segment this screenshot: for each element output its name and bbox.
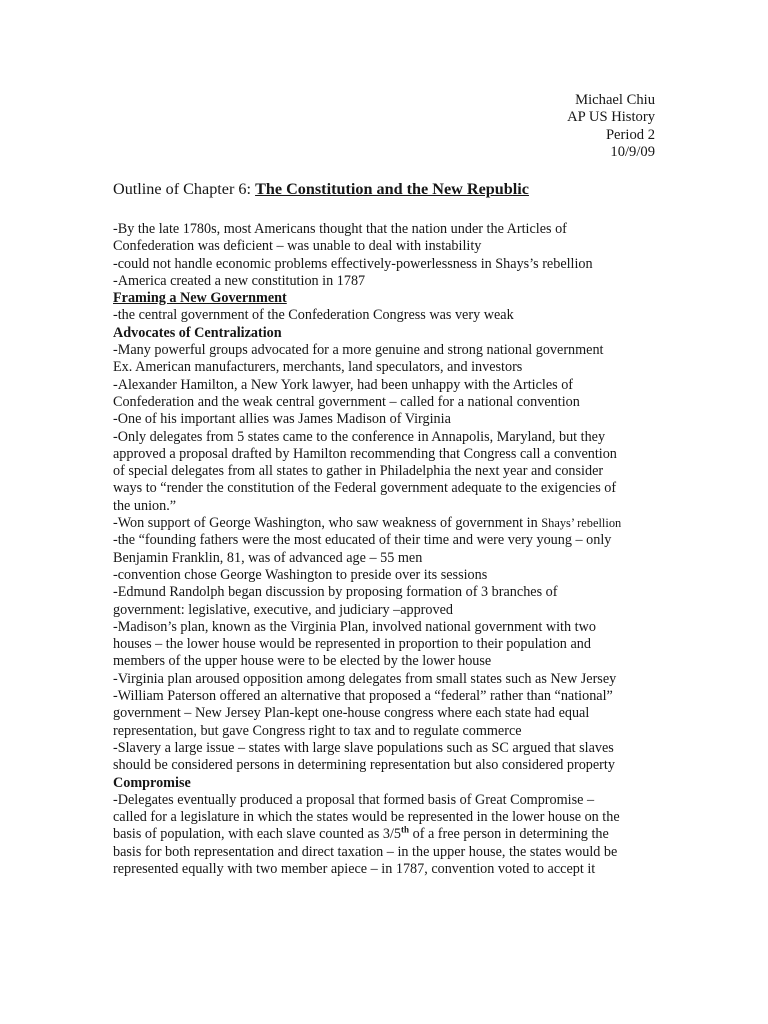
course-name: AP US History (567, 109, 655, 126)
text-line: -America created a new constitution in 1787 (113, 272, 366, 289)
text-line: represented equally with two member apiece – in 1787, convention voted to accept it (113, 860, 596, 877)
text-line: Benjamin Franklin, 81, was of advanced age – 55 men (113, 549, 423, 566)
document-date: 10/9/09 (610, 144, 655, 161)
text-segment: basis of population, with each slave counted as 3/5 (113, 826, 402, 843)
text-line: representation, but gave Congress right to tax and to regulate commerce (113, 722, 522, 739)
text-line: -Only delegates from 5 states came to the conference in Annapolis, Maryland, but they (113, 428, 606, 445)
text-line: houses – the lower house would be represented in proportion to their population and (113, 636, 591, 653)
text-line: ways to “render the constitution of the Federal government adequate to the exigencies of (113, 480, 617, 497)
text-line: Ex. American manufacturers, merchants, land speculators, and investors (113, 359, 523, 376)
text-segment: -Won support of George Washington, who saw weakness of government in (113, 515, 542, 532)
text-line: the union.” (113, 497, 177, 514)
text-line: -Edmund Randolph began discussion by proposing formation of 3 branches of (113, 584, 558, 601)
text-line: should be considered persons in determining representation but also considered property (113, 757, 615, 774)
text-segment-small: Shays’ rebellion (541, 516, 622, 531)
author-name: Michael Chiu (575, 92, 655, 108)
class-period: Period 2 (605, 126, 655, 143)
text-line: approved a proposal drafted by Hamilton recommending that Congress call a convention (113, 445, 617, 462)
text-line: Confederation was deficient – was unable to deal with instability (113, 238, 482, 255)
text-line: Confederation and the weak central government – called for a national convention (113, 393, 580, 410)
section-heading-centralization: Advocates of Centralization (113, 324, 282, 341)
text-line: basis for both representation and direct taxation – in the upper house, the states would be (113, 843, 618, 860)
title-prefix: Outline of Chapter 6: (113, 180, 256, 198)
text-line (113, 826, 673, 843)
page-title (113, 179, 529, 199)
text-line: -One of his important allies was James Madison of Virginia (113, 411, 451, 428)
text-line (113, 515, 673, 532)
section-heading-framing: Framing a New Government (113, 290, 287, 307)
outline-body (113, 221, 673, 878)
text-segment: of a free person in determining the (409, 826, 609, 843)
text-line: called for a legislature in which the states would be represented in the lower house on the (113, 809, 620, 826)
text-line: of special delegates from all states to gather in Philadelphia the next year and consider (113, 463, 604, 480)
text-line: government – New Jersey Plan-kept one-house congress where each state had equal (113, 705, 590, 722)
text-line: -By the late 1780s, most Americans thought that the nation under the Articles of (113, 221, 567, 237)
text-line: government: legislative, executive, and judiciary –approved (113, 601, 453, 618)
text-line: -Alexander Hamilton, a New York lawyer, had been unhappy with the Articles of (113, 376, 574, 393)
text-line: -could not handle economic problems effectively-powerlessness in Shays’s rebellion (113, 255, 593, 272)
text-line: members of the upper house were to be elected by the lower house (113, 653, 492, 670)
superscript: th (401, 824, 410, 835)
text-line: -Delegates eventually produced a proposal that formed basis of Great Compromise – (113, 791, 595, 808)
section-heading-compromise: Compromise (113, 774, 191, 791)
text-line: -Many powerful groups advocated for a more genuine and strong national government (113, 342, 604, 359)
text-line: -Madison’s plan, known as the Virginia Plan, involved national government with two (113, 618, 596, 635)
document-header (567, 92, 655, 162)
text-line: -Virginia plan aroused opposition among delegates from small states such as New Jersey (113, 670, 617, 687)
text-line: -Slavery a large issue – states with large slave populations such as SC argued that slaves (113, 739, 614, 756)
text-line: -convention chose George Washington to preside over its sessions (113, 566, 488, 583)
text-line: -the “founding fathers were the most educated of their time and were very young – only (113, 532, 612, 549)
text-line: -William Paterson offered an alternative that proposed a “federal” rather than “national” (113, 688, 613, 705)
title-emphasis: The Constitution and the New Republic (255, 180, 529, 198)
text-line: -the central government of the Confederation Congress was very weak (113, 307, 514, 324)
